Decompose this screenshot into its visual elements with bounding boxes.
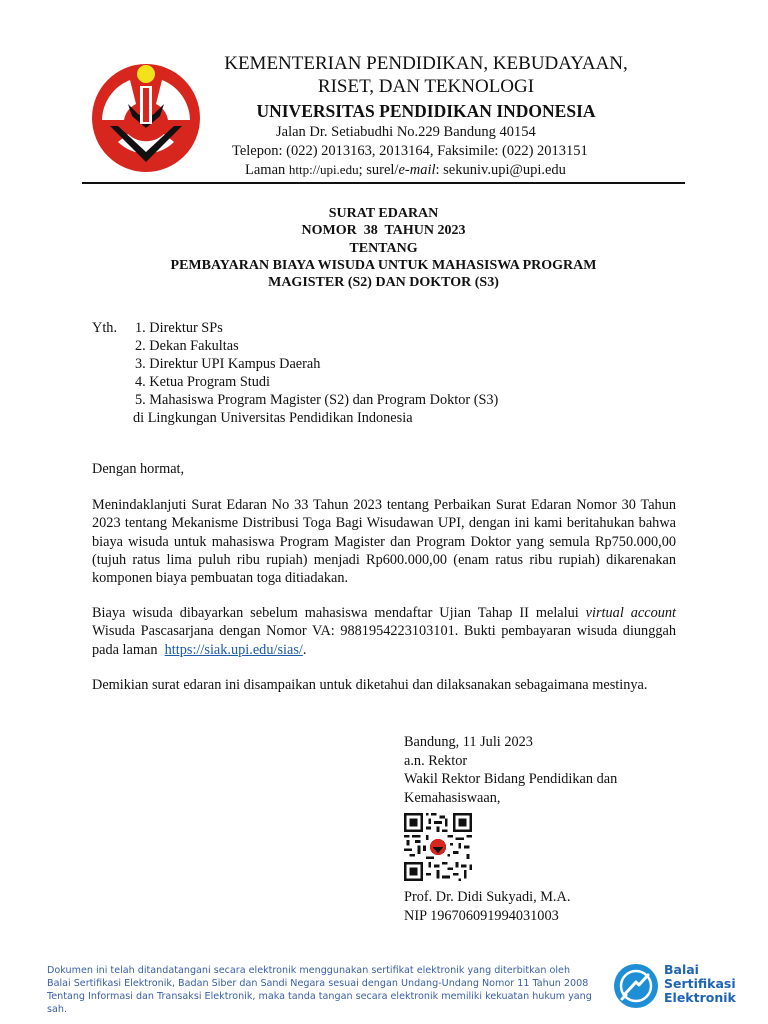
letter-subject-line-1: PEMBAYARAN BIAYA WISUDA UNTUK MAHASISWA PROGRAM: [170, 258, 597, 273]
recipients-location: di Lingkungan Universitas Pendidikan Indonesia: [133, 410, 413, 426]
signer-block: [404, 888, 570, 926]
recipient-item: 5. Mahasiswa Program Magister (S2) dan Program Doktor (S3): [135, 392, 499, 408]
place-date: Bandung, 11 Juli 2023: [404, 734, 533, 750]
qr-code-signature-icon: [404, 813, 472, 881]
signature-block: [404, 733, 617, 807]
recipient-item: 1. Direktur SPs: [135, 320, 223, 336]
header-divider: [82, 182, 685, 184]
recipient-item: 3. Direktur UPI Kampus Daerah: [135, 356, 321, 372]
paragraph-2-italic: virtual account: [585, 605, 676, 621]
letterhead: [206, 52, 646, 123]
bsre-line-3: Elektronik: [664, 990, 736, 1005]
phone-line: Telepon: (022) 2013163, 2013164, Faksimile: (022) 2013151: [232, 143, 588, 159]
ministry-line-2: RISET, DAN TEKNOLOGI: [317, 76, 535, 97]
bsre-wordmark: [664, 963, 736, 1005]
letter-type: SURAT EDARAN: [328, 206, 439, 221]
paragraph-1: Menindaklanjuti Surat Edaran No 33 Tahun 2023 tentang Perbaikan Surat Edaran Nomor 30 Tahun 2023 tentang Mekanisme Distribusi Toga Bagi Wisudawan UPI, dengan ini kami beritahukan bahwa biaya wisuda untuk mahasiswa Program Magister dan Program Doktor yang semula Rp750.000,00 (tujuh ratus lima puluh ribu rupiah) menjadi Rp600.000,00 (enam ratus ribu rupiah) dikarenakan komponen biaya pembuatan toga ditiadakan.: [92, 497, 676, 587]
web-prefix: Laman: [245, 162, 289, 178]
bsre-line-1: Balai: [664, 962, 699, 977]
position-line-2: Kemahasiswaan,: [404, 789, 501, 806]
paragraph-2-text-b: Wisuda Pascasarjana dengan Nomor VA: 9881954223103101. Bukti pembayaran wisuda diunggah pada laman: [92, 605, 680, 658]
email-label: e-mail: [398, 162, 436, 178]
address-line: Jalan Dr. Setiabudhi No.229 Bandung 40154: [276, 124, 536, 140]
paragraph-2-end: .: [302, 641, 307, 658]
recipient-item: 4. Ketua Program Studi: [135, 374, 271, 390]
e-signature-disclaimer: Dokumen ini telah ditandatangani secara elektronik menggunakan sertifikat elektronik yang diterbitkan oleh Balai Sertifikasi Elektronik, Badan Siber dan Sandi Negara sesuai dengan Undang-Undang Nomor 11 Tahun 2008 Tentang Informasi dan Transaksi Elektronik, maka tanda tangan secara elektronik memiliki kekuatan hukum yang sah.: [47, 965, 592, 1015]
recipient-item: 2. Dekan Fakultas: [135, 338, 239, 354]
ministry-line-1: KEMENTERIAN PENDIDIKAN, KEBUDAYAAN,: [224, 53, 628, 74]
letter-about: TENTANG: [349, 241, 418, 256]
letter-subject-line-2: MAGISTER (S2) DAN DOKTOR (S3): [268, 275, 499, 290]
email-value[interactable]: : sekuniv.upi@upi.edu: [435, 162, 566, 178]
signer-nip: NIP 196706091994031003: [404, 908, 559, 924]
sias-link[interactable]: https://siak.upi.edu/sias/: [164, 641, 303, 658]
paragraph-2: [92, 604, 680, 659]
position-line-1: Wakil Rektor Bidang Pendidikan dan: [404, 771, 618, 787]
web-email-line: [245, 160, 566, 180]
letter-title-block: [82, 205, 685, 291]
letter-number: NOMOR 38 TAHUN 2023: [301, 223, 466, 238]
signer-name: Prof. Dr. Didi Sukyadi, M.A.: [404, 889, 571, 905]
closing-paragraph: Demikian surat edaran ini disampaikan untuk diketahui dan dilaksanakan sebagaimana mestinya.: [92, 677, 648, 693]
greeting: Dengan hormat,: [92, 461, 185, 477]
university-logo: [88, 58, 204, 174]
recipients-label: Yth.: [92, 320, 118, 336]
recipients-list: [135, 319, 498, 427]
bsre-line-2: Sertifikasi: [664, 976, 736, 991]
on-behalf: a.n. Rektor: [404, 752, 468, 769]
paragraph-2-text-a: Biaya wisuda dibayarkan sebelum mahasiswa mendaftar Ujian Tahap II melalui: [92, 605, 586, 621]
web-separator: ; surel/: [358, 162, 399, 178]
bsre-logo-icon: [612, 962, 660, 1010]
university-name: UNIVERSITAS PENDIDIKAN INDONESIA: [256, 101, 596, 121]
web-url[interactable]: http://upi.edu: [288, 162, 359, 177]
